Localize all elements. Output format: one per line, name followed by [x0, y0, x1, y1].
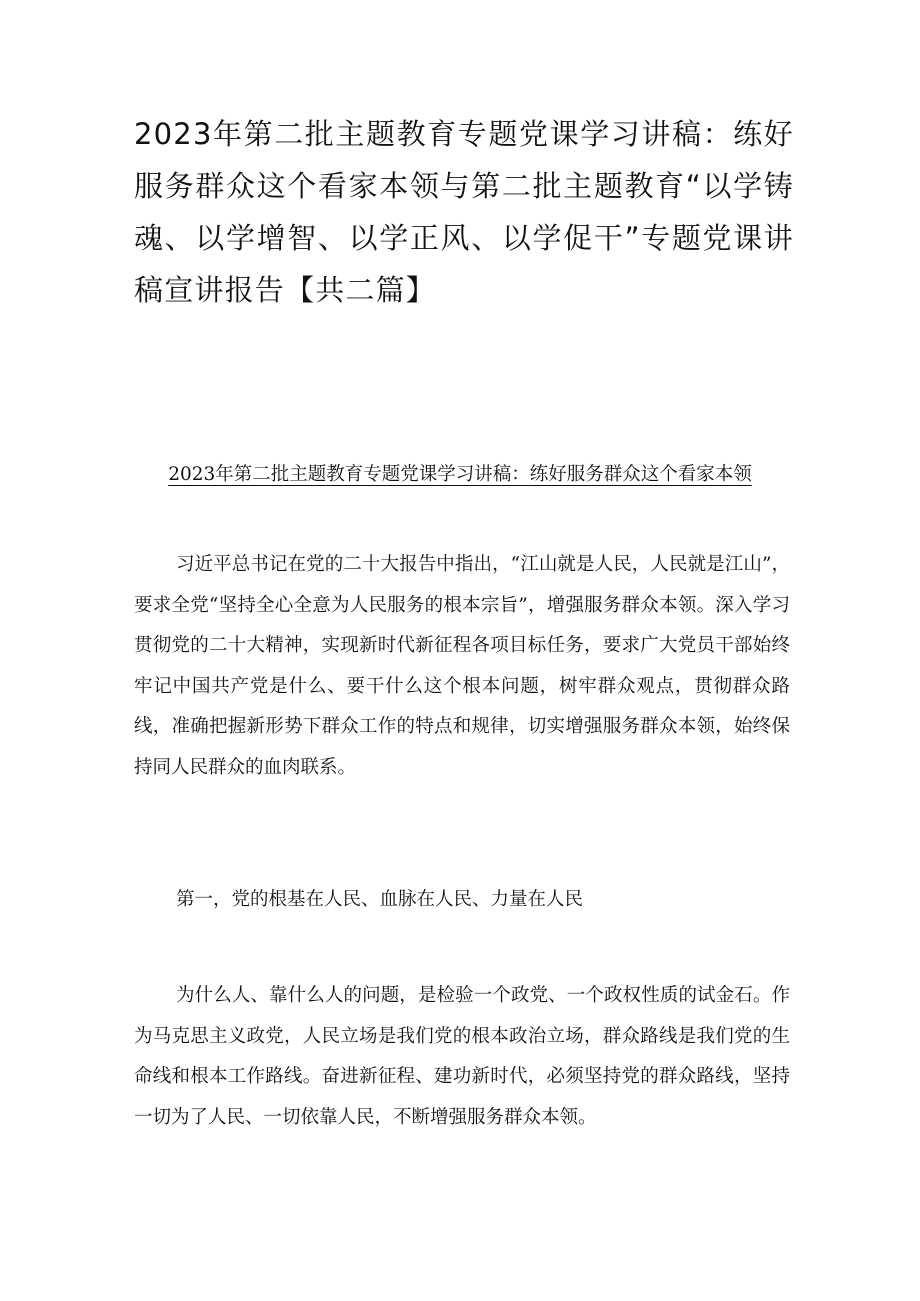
paragraph-intro: 习近平总书记在党的二十大报告中指出，“江山就是人民，人民就是江山”，要求全党“坚持全心全意为人民服务的根本宗旨”，增强服务群众本领。深入学习贯彻党的二十大精神，实现新时代新征程各项目标任务，要求广大党员干部始终牢记中国共产党是什么、要干什么这个根本问题，树牢群众观点，贯彻群众路线，准确把握新形势下群众工作的特点和规律，切实增强服务群众本领，始终保持同人民群众的血肉联系。 [134, 554, 790, 778]
paragraph-body: 为什么人、靠什么人的问题，是检验一个政党、一个政权性质的试金石。作为马克思主义政党，人民立场是我们党的根本政治立场，群众路线是我们党的生命线和根本工作路线。奋进新征程、建功新时代，必须坚持党的群众路线，坚持一切为了人民、一切依靠人民，不断增强服务群众本领。 [134, 985, 790, 1128]
section-title: 2023年第二批主题教育专题党课学习讲稿：练好服务群众这个看家本领 [168, 464, 752, 485]
document-main-title: 2023年第二批主题教育专题党课学习讲稿：练好服务群众这个看家本领与第二批主题教育“以学铸魂、以学增智、以学正风、以学促干”专题党课讲稿宣讲报告【共二篇】 [134, 117, 794, 307]
paragraph-heading-first: 第一，党的根基在人民、血脉在人民、力量在人民 [176, 889, 584, 910]
